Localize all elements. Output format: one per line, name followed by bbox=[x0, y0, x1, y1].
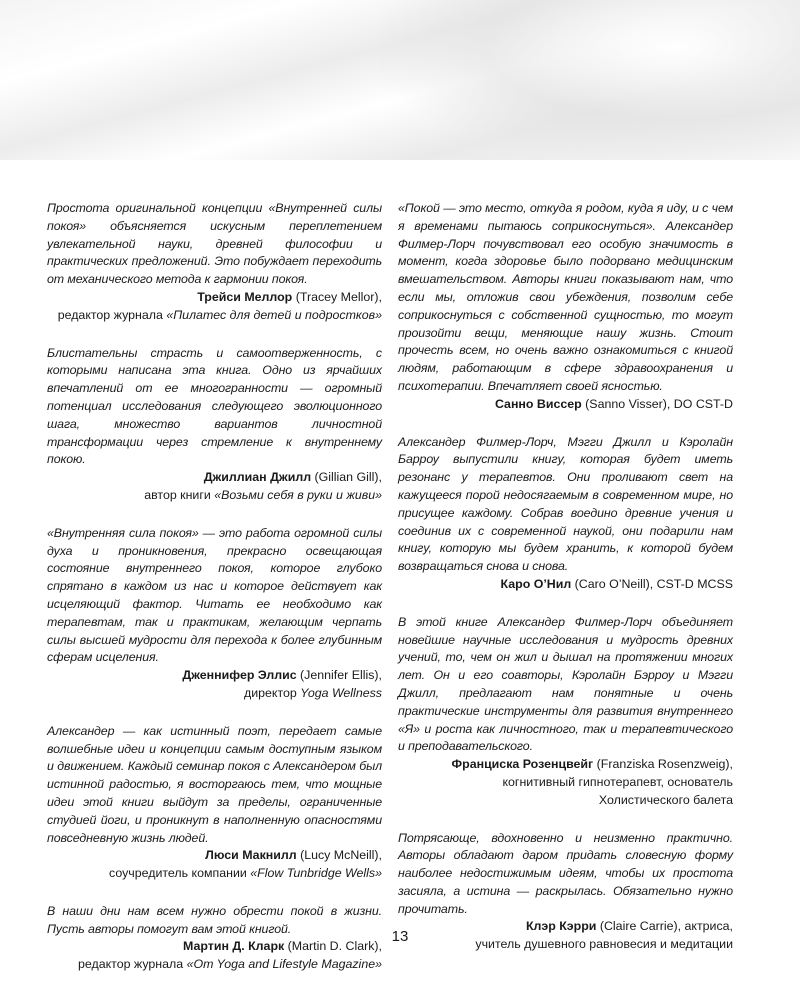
testimonial bbox=[398, 434, 733, 594]
header-silk-texture bbox=[380, 0, 800, 160]
author-name-latin: (Sanno Visser), DO CST-D bbox=[581, 396, 733, 411]
author-role bbox=[58, 308, 382, 322]
role-text: Холистического балета bbox=[598, 792, 733, 807]
testimonial-quote: «Покой — это место, откуда я родом, куда я иду, и с чем я временами пытаюсь соприкоснуться». Александер Филмер-Лорч почувствовал его особую значимость в момент, когда здоровье было подорвано медицинским вмешательством. Авторы книги показывают нам, что если мы, отложив свои убеждения, позволим себе соприкоснуться с собственной сущностью, то могут произойти вещи, меняющие нашу жизнь. Стоит прочесть всем, но очень важно ознакомиться с книгой людям, работающим в сфере здравоохранения и психотерапии. Впечатляет своей ясностью. bbox=[398, 201, 733, 393]
author-name-latin: (Lucy McNeill), bbox=[296, 848, 382, 863]
author-name: Каро О’Нил bbox=[500, 576, 572, 591]
role-text: редактор журнала bbox=[77, 957, 187, 972]
testimonial-attribution bbox=[47, 667, 382, 703]
role-text: соучредитель компании bbox=[108, 866, 251, 881]
author-name: Джиллиан Джилл bbox=[203, 470, 312, 485]
header-decorative-band bbox=[0, 0, 800, 160]
author-name-latin: (Tracey Mellor), bbox=[292, 289, 382, 304]
testimonial-quote: Александер — как истинный поэт, передает самые волшебные идеи и концепции самым доступным языком и движением. Каждый семинар покоя с Александером был истинной радостью, я восторгаюсь тем, что мощные идеи этой книги выйдут за пределы, ограниченные студией йоги, и проникнут в наполненную опасностями повседневную жизнь людей. bbox=[47, 723, 382, 845]
testimonial bbox=[398, 200, 733, 414]
author-role bbox=[109, 866, 382, 880]
publication-title: Yoga Wellness bbox=[300, 685, 382, 700]
publication-title: «Пилатес для детей и подростков» bbox=[166, 307, 382, 322]
testimonial bbox=[47, 200, 382, 325]
author-name: Клэр Кэрри bbox=[525, 919, 597, 934]
publication-title: «Om Yoga and Lifestyle Magazine» bbox=[186, 957, 382, 972]
role-text: автор книги bbox=[144, 487, 215, 502]
role-text: редактор журнала bbox=[57, 307, 167, 322]
testimonial-quote: В этой книге Александер Филмер-Лорч объединяет новейшие научные исследования и мудрость древних учений, то, чем он жил и дышал на протяжении многих лет. Он и его соавторы, Кэролайн Бэрроу и Мэгги Джилл, предлагают нам понятные и очень практические инструменты для развития внутреннего «Я» и роста как личностного, так и терапевтического и преподавательского. bbox=[398, 614, 733, 754]
testimonial-quote: Блистательны страсть и самоотверженность, с которыми написана эта книга. Одно из ярчайших впечатлений от ее многогранности — огромный потенциал исследования следующего эволюционного шага, множество вариантов личностной трансформации через стремление к внутреннему покою. bbox=[47, 345, 382, 467]
testimonial bbox=[47, 345, 382, 505]
author-name-latin: (Gillian Gill), bbox=[311, 470, 382, 485]
author-role bbox=[78, 957, 382, 971]
testimonial-attribution bbox=[47, 847, 382, 883]
left-column bbox=[47, 200, 382, 994]
author-name-latin: (Jennifer Ellis), bbox=[296, 668, 382, 683]
testimonial-attribution bbox=[398, 396, 733, 414]
testimonial-quote: В наши дни нам всем нужно обрести покой в жизни. Пусть авторы помогут вам этой книгой. bbox=[47, 903, 382, 936]
author-name: Франциска Розенцвейг bbox=[451, 757, 594, 772]
role-text: когнитивный гипнотерапевт, основатель bbox=[502, 774, 733, 789]
testimonial bbox=[47, 723, 382, 883]
page-number: 13 bbox=[391, 928, 409, 945]
role-text: директор bbox=[243, 685, 301, 700]
testimonial-quote: «Внутренняя сила покоя» — это работа огромной силы духа и проникновения, прекрасно освещающая состояние внутреннего покоя, которое глубоко спрятано в каждом из нас и которое действует как исцеляющий фактор. Читать ее необходимо как терапевтам, так и практикам, желающим черпать силы высшей мудрости для перехода к более глубинным сферам исцеления. bbox=[47, 525, 382, 665]
testimonial-quote: Александер Филмер-Лорч, Мэгги Джилл и Кэролайн Барроу выпустили книгу, которая будет иметь резонанс у терапевтов. Они проливают свет на кажущееся порой недосягаемым в современном мире, но присущее каждому. Собрав воедино древние учения и соединив их с современной наукой, они подарили нам книгу, которую мы будем хранить, к которой будем возвращаться снова и снова. bbox=[398, 434, 733, 574]
author-name: Мартин Д. Кларк bbox=[183, 939, 285, 954]
testimonial-attribution bbox=[47, 469, 382, 505]
author-role bbox=[244, 686, 382, 700]
testimonial-attribution bbox=[398, 756, 733, 809]
publication-title: «Flow Tunbridge Wells» bbox=[250, 866, 382, 881]
publication-title: «Возьми себя в руки и живи» bbox=[214, 487, 382, 502]
author-role bbox=[144, 488, 382, 502]
author-name: Люси Макнилл bbox=[205, 848, 297, 863]
author-role bbox=[599, 793, 733, 807]
author-name: Санно Виссер bbox=[494, 396, 582, 411]
author-name-latin: (Franziska Rosenzweig), bbox=[593, 757, 733, 772]
testimonial-attribution bbox=[398, 576, 733, 594]
testimonial bbox=[398, 614, 733, 810]
author-name-latin: (Martin D. Clark), bbox=[284, 939, 382, 954]
author-role bbox=[502, 775, 733, 789]
author-name-latin: (Claire Carrie), актриса, bbox=[596, 919, 733, 934]
role-text: учитель душевного равновесия и медитации bbox=[475, 937, 733, 952]
testimonial-quote: Простота оригинальной концепции «Внутренней силы покоя» объясняется искусным переплетением увлекательной науки, древней философии и практических предложений. Это побуждает переходить от механического метода к гармонии покоя. bbox=[47, 201, 382, 287]
testimonial-attribution bbox=[47, 289, 382, 325]
author-name-latin: (Caro O’Neill), CST-D MCSS bbox=[571, 576, 733, 591]
testimonial-quote: Потрясающе, вдохновенно и неизменно практично. Авторы обладают даром придать словесную форму наиболее недостижимым идеям, чтобы их простота засияла, а истина — раскрылась. Обязательно нужно прочитать. bbox=[398, 830, 733, 916]
author-name: Дженнифер Эллис bbox=[182, 668, 297, 683]
testimonial bbox=[47, 525, 382, 703]
right-column bbox=[398, 200, 733, 974]
author-name: Трейси Меллор bbox=[197, 289, 293, 304]
